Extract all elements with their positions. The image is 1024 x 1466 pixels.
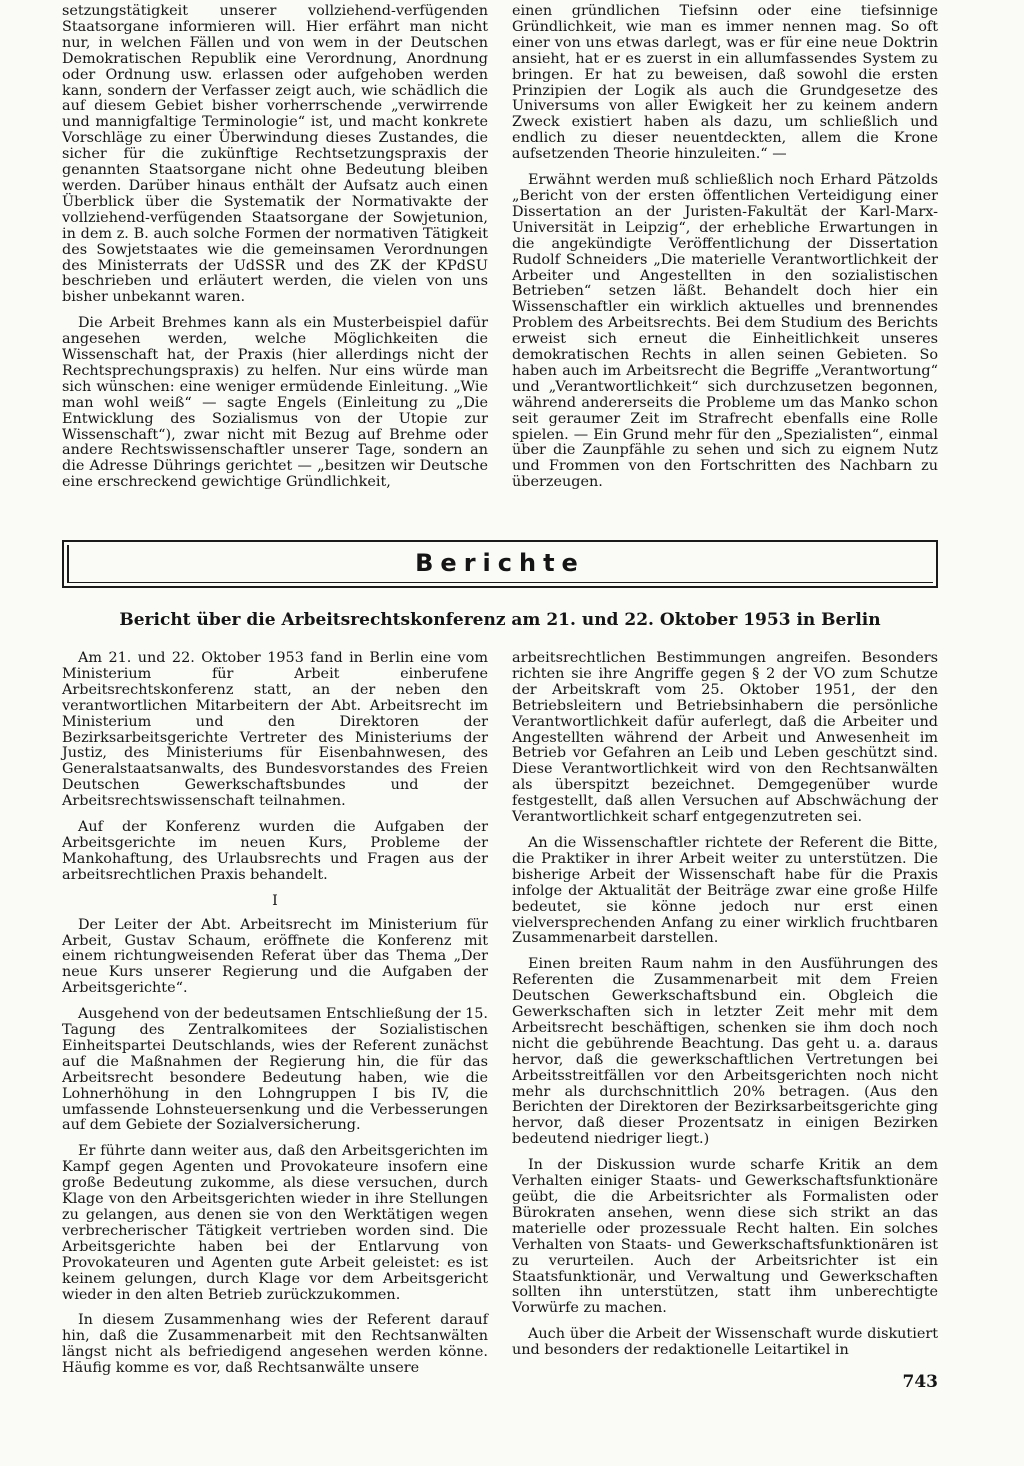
report-paragraph: Der Leiter der Abt. Arbeitsrecht im Ministerium für Arbeit, Gustav Schaum, eröffnete die Konferenz mit einem richtungweisenden Referat über das Thema „Der neue Kurs unserer Regierung und die Aufgaben der Arbeitsgerichte“. bbox=[62, 916, 488, 997]
report-paragraph: arbeitsrechtlichen Bestimmungen angreifen. Besonders richten sie ihre Angriffe gegen § 2 der VO zum Schutze der Arbeitskraft vom 25. Oktober 1951, der den Betriebsleitern und Betriebsinhabern die persönliche Verantwortlichkeit dafür auferlegt, daß die Arbeiter und Angestellten während der Arbeit und Anwesenheit im Betrieb vor Gefahren an Leib und Leben geschützt sind. Diese Verantwortlichkeit wird von den Rechtsanwälten als überspitzt bezeichnet. Demgegenüber wurde festgestellt, daß allen Versuchen auf Abschwächung der Verantwortlichkeit scharf entgegenzutreten sei. bbox=[512, 650, 938, 826]
section-numeral: I bbox=[272, 892, 278, 909]
article-paragraph: Die Arbeit Brehmes kann als ein Musterbeispiel dafür angesehen werden, welche Möglichkeiten die Wissenschaft hat, der Praxis (hier allerdings nicht der Rechtsprechungspraxis) zu helfen. Nur eins würde man sich wünschen: eine weniger ermüdende Einleitung. „Wie man wohl weiß“ — sagte Engels (Einleitung zu „Die Entwicklung des Sozialismus von der Utopie zur Wissenschaft“), zwar nicht mit Bezug auf Brehme oder andere Rechtswissenschaftler unserer Tage, sondern an die Adresse Dührings gerichtet — „besitzen wir Deutsche eine erschreckend gewichtige Gründlichkeit, bbox=[62, 315, 488, 491]
report-paragraph: Auch über die Arbeit der Wissenschaft wurde diskutiert und besonders der redaktionelle Leitartikel in bbox=[512, 1326, 938, 1359]
article-paragraph: setzungstätigkeit unserer vollziehend-verfügenden Staatsorgane informieren will. Hier erfährt man nicht nur, in welchen Fällen und von wem in der Deutschen Demokratischen Republik eine Verordnung, Anordnung oder Ordnung usw. erlassen oder aufgehoben werden kann, sondern der Verfasser zeigt auch, wie schädlich die auf diesem Gebiet bisher vorherrschende „verwirrende und mannigfaltige Terminologie“ ist, und macht konkrete Vorschläge zu einer Überwindung dieses Zustandes, die sicher für die zukünftige Rechtsetzungspraxis der genannten Staatsorgane nicht ohne Bedeutung bleiben werden. Darüber hinaus enthält der Aufsatz auch einen Überblick über die Systematik der Normativakte der vollziehend-verfügenden Staatsorgane der Sowjetunion, in dem z. B. auch solche Formen der normativen Tätigkeit des Sowjetstaates wie die gemeinsamen Verordnungen des Ministerrats der UdSSR und des ZK der KPdSU beschrieben und erläutert werden, die vielen von uns bisher unbekannt waren. bbox=[62, 3, 488, 306]
page-number: 743 bbox=[902, 1372, 938, 1392]
report-left-column bbox=[62, 651, 488, 1377]
top-left-column bbox=[62, 4, 488, 491]
section-title: Berichte bbox=[415, 549, 585, 577]
report-right-column bbox=[512, 651, 938, 1359]
report-paragraph: Einen breiten Raum nahm in den Ausführungen des Referenten die Zusammenarbeit mit dem Freien Deutschen Gewerkschaftsbund ein. Obgleich die Gewerkschaften sich in letzter Zeit mehr mit dem Arbeitsrecht beschäftigen, schenken sie ihm doch noch nicht die gebührende Beachtung. Das geht u. a. daraus hervor, daß die gewerkschaftlichen Vertretungen bei Arbeitsstreitfällen vor den Arbeitsgerichten noch nicht mehr als durchschnittlich 20% betragen. (Aus den Berichten der Direktoren der Bezirksarbeitsgerichte ging hervor, daß dieser Prozentsatz in einigen Bezirken bedeutend niedriger liegt.) bbox=[512, 956, 938, 1148]
report-paragraph: In der Diskussion wurde scharfe Kritik an dem Verhalten einiger Staats- und Gewerkschaftsfunktionäre geübt, die die Arbeitsrichter als Formalisten oder Bürokraten ansehen, wenn diese sich strikt an das materielle oder prozessuale Recht halten. Ein solches Verhalten von Staats- und Gewerkschaftsfunktionären ist zu verurteilen. Auch der Arbeitsrichter ist ein Staatsfunktionär, und Verwaltung und Gewerkschaften sollten ihn unterstützen, statt ihm unberechtigte Vorwürfe zu machen. bbox=[512, 1157, 938, 1317]
report-paragraph: Er führte dann weiter aus, daß den Arbeitsgerichten im Kampf gegen Agenten und Provokateure insofern eine große Bedeutung zukomme, als diese versuchen, durch Klage von den Arbeitsgerichten wieder in ihre Stellungen zu gelangen, aus denen sie von den Werktätigen wegen verbrecherischer Tätigkeit vertrieben worden sind. Die Arbeitsgerichte haben bei der Entlarvung von Provokateuren und Agenten gute Arbeit geleistet: es ist keinem gelungen, durch Klage vor dem Arbeitsgericht wieder in den alten Betrieb zurückzukommen. bbox=[62, 1143, 488, 1303]
article-paragraph: Erwähnt werden muß schließlich noch Erhard Pätzolds „Bericht von der ersten öffentlichen Verteidigung einer Dissertation an der Juristen-Fakultät der Karl-Marx-Universität in Leipzig“, der erhebliche Erwartungen in die angekündigte Veröffentlichung der Dissertation Rudolf Schneiders „Die materielle Verantwortlichkeit der Arbeiter und Angestellten in den sozialistischen Betrieben“ setzen läßt. Behandelt doch hier ein Wissenschaftler ein wirklich aktuelles und brennendes Problem des Arbeitsrechts. Bei dem Studium des Berichts erweist sich erneut die Einheitlichkeit unseres demokratischen Rechts in allen seinen Gebieten. So haben auch im Arbeitsrecht die Begriffe „Verantwortung“ und „Verantwortlichkeit“ sich durchzusetzen begonnen, während andererseits die Probleme um das Manko schon seit geraumer Zeit im Strafrecht ebenfalls eine Rolle spielen. — Ein Grund mehr für den „Spezialisten“, einmal über die Zaunpfähle zu sehen und sich zu eignem Nutz und Frommen von den Fortschritten des Nachbarn zu überzeugen. bbox=[512, 172, 938, 491]
report-paragraph: Auf der Konferenz wurden die Aufgaben der Arbeitsgerichte im neuen Kurs, Probleme der Mankohaftung, des Urlaubsrechts und Fragen aus der arbeitsrechtlichen Praxis behandelt. bbox=[62, 819, 488, 883]
report-paragraph: An die Wissenschaftler richtete der Referent die Bitte, die Praktiker in ihrer Arbeit weiter zu unterstützen. Die bisherige Arbeit der Wissenschaft habe für die Praxis infolge der Aktualität der Beiträge zwar eine große Hilfe bedeutet, sie könne jedoch nur erst einen vielversprechenden Anfang zu einer wirklich fruchtbaren Zusammenarbeit darstellen. bbox=[512, 834, 938, 947]
article-paragraph: einen gründlichen Tiefsinn oder eine tiefsinnige Gründlichkeit, wie man es immer nennen mag. So oft einer von uns etwas darlegt, was er für eine neue Doktrin ansieht, hat er es zuerst in ein allumfassendes System zu bringen. Er hat zu beweisen, daß sowohl die ersten Prinzipien der Logik als auch die Grundgesetze des Universums von aller Ewigkeit her zu keinem andern Zweck existiert haben als dazu, um schließlich und endlich zu dieser neuentdeckten, allem die Krone aufsetzenden Theorie hinzuleiten.“ — bbox=[512, 3, 938, 163]
report-title: Bericht über die Arbeitsrechtskonferenz am 21. und 22. Oktober 1953 in Berlin bbox=[119, 610, 881, 630]
report-paragraph: In diesem Zusammenhang wies der Referent darauf hin, daß die Zusammenarbeit mit den Rechtsanwälten längst nicht als befriedigend angesehen werden könne. Häufig komme es vor, daß Rechtsanwälte unsere bbox=[62, 1312, 488, 1377]
report-paragraph: Am 21. und 22. Oktober 1953 fand in Berlin eine vom Ministerium für Arbeit einberufene Arbeitsrechtskonferenz statt, an der neben den verantwortlichen Mitarbeitern der Abt. Arbeitsrecht im Ministerium und den Direktoren der Bezirksarbeitsgerichte Vertreter des Ministeriums der Justiz, des Ministeriums für Eisenbahnwesen, des Generalstaatsanwalts, des Bundesvorstandes des Freien Deutschen Gewerkschaftsbundes und der Arbeitsrechtswissenschaft teilnahmen. bbox=[62, 650, 488, 810]
top-right-column bbox=[512, 4, 938, 491]
section-banner bbox=[62, 540, 938, 588]
report-paragraph: Ausgehend von der bedeutsamen Entschließung der 15. Tagung des Zentralkomitees der Sozialistischen Einheitspartei Deutschlands, wies der Referent zunächst auf die Maßnahmen der Regierung hin, die für das Arbeitsrecht besondere Bedeutung haben, wie die Lohnerhöhung in den Lohngruppen I bis IV, die umfassende Lohnsteuersenkung und die Verbesserungen auf dem Gebiete der Sozialversicherung. bbox=[62, 1006, 488, 1134]
